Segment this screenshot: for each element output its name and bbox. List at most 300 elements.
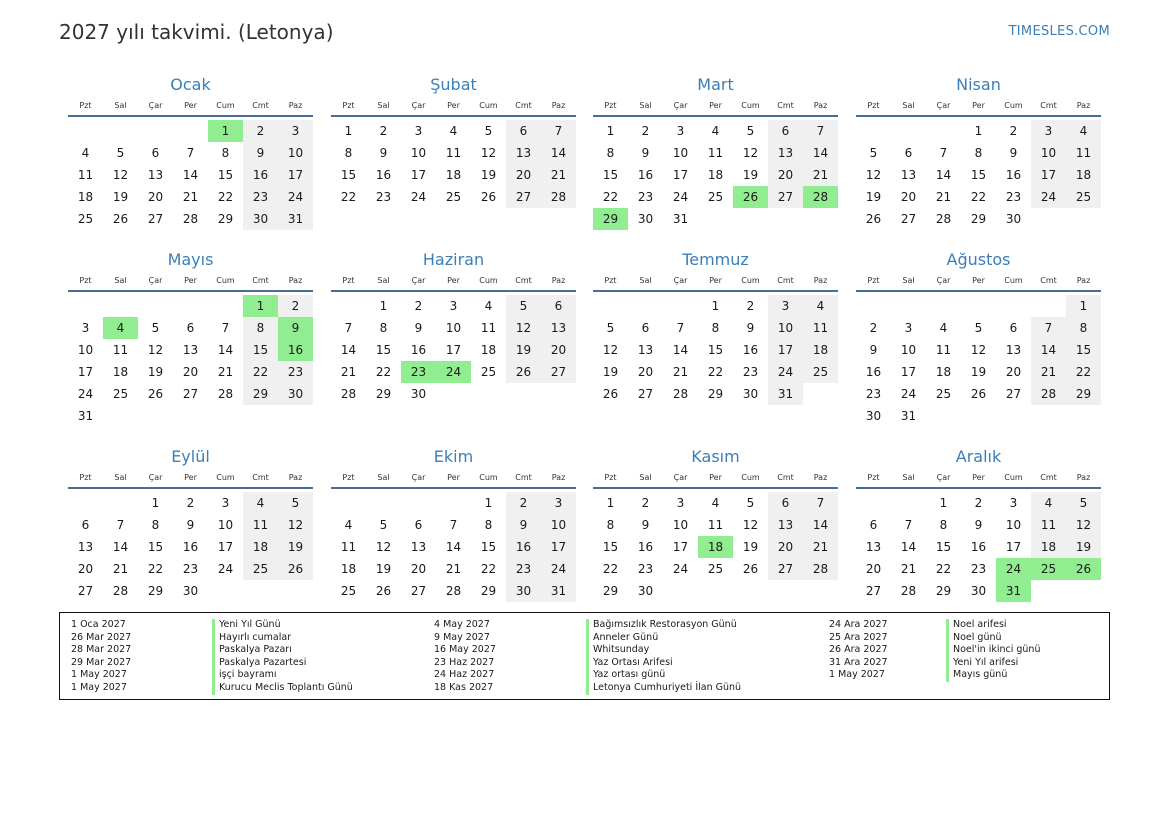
weekday-label: Pzt: [604, 276, 617, 285]
month-name: Ekim: [433, 447, 474, 466]
empty-cell: [138, 295, 173, 317]
holiday-day-cell: 18: [698, 536, 733, 558]
weekday-label: Per: [709, 276, 722, 285]
day-cell: 27: [768, 558, 803, 580]
day-cell: 6: [869, 518, 878, 532]
weekday-label: Paz: [288, 473, 303, 482]
day-cell: 27: [900, 212, 917, 226]
day-cell: 10: [541, 514, 576, 536]
weekday-label: Per: [447, 101, 460, 110]
day-cell: 21: [182, 190, 199, 204]
empty-cell: [208, 295, 243, 317]
day-cell: 3: [541, 492, 576, 514]
day-cell: 2: [506, 492, 541, 514]
weekday-header: [331, 273, 576, 292]
day-cell: 3: [1009, 496, 1018, 510]
weekday-header: [856, 98, 1101, 117]
day-cell: 18: [1031, 536, 1066, 558]
day-grid: [856, 120, 1101, 230]
weekday-label: Sal: [114, 473, 127, 482]
day-cell: 23: [278, 361, 313, 383]
day-cell: 8: [221, 146, 230, 160]
day-cell: 9: [746, 321, 755, 335]
legend-date: 1 May 2027: [829, 669, 885, 681]
day-cell: 14: [112, 540, 129, 554]
day-grid: [593, 120, 838, 230]
empty-cell: [891, 492, 926, 514]
legend-holiday-name: Noel'in ikinci günü: [946, 644, 1040, 657]
day-cell: 11: [803, 317, 838, 339]
weekday-label: Çar: [673, 473, 688, 482]
empty-cell: [593, 295, 628, 317]
day-cell: 30: [637, 212, 654, 226]
legend-date: 26 Ara 2027: [829, 644, 888, 656]
day-cell: 26: [865, 212, 882, 226]
day-cell: 22: [602, 190, 619, 204]
day-cell: 13: [900, 168, 917, 182]
weekday-label: Per: [447, 276, 460, 285]
day-cell: 21: [541, 164, 576, 186]
day-cell: 29: [602, 584, 619, 598]
day-cell: 21: [217, 365, 234, 379]
day-cell: 18: [445, 168, 462, 182]
day-cell: 12: [742, 518, 759, 532]
holiday-day-cell: 26: [733, 186, 768, 208]
day-cell: 8: [379, 321, 388, 335]
day-cell: 12: [742, 146, 759, 160]
day-cell: 24: [672, 190, 689, 204]
weekday-label: Cum: [741, 473, 760, 482]
day-cell: 13: [541, 317, 576, 339]
weekday-header: [68, 273, 313, 292]
empty-cell: [103, 120, 138, 142]
day-cell: 8: [939, 518, 948, 532]
empty-cell: [436, 492, 471, 514]
month-name: Mart: [697, 75, 734, 94]
day-cell: 11: [243, 514, 278, 536]
day-cell: 19: [147, 365, 164, 379]
day-cell: 25: [480, 365, 497, 379]
day-cell: 3: [768, 295, 803, 317]
day-cell: 21: [900, 562, 917, 576]
weekday-label: Per: [972, 473, 985, 482]
day-cell: 20: [900, 190, 917, 204]
month-name: Aralık: [955, 447, 1002, 466]
day-cell: 31: [278, 208, 313, 230]
day-cell: 21: [935, 190, 952, 204]
legend-date: 1 May 2027: [71, 681, 127, 693]
holiday-day-cell: 1: [243, 295, 278, 317]
day-cell: 15: [340, 168, 357, 182]
empty-cell: [173, 120, 208, 142]
legend-holiday-name: Yaz Ortası Arifesi: [586, 657, 741, 670]
month-5: [68, 247, 313, 427]
weekday-label: Per: [184, 101, 197, 110]
day-cell: 17: [77, 365, 94, 379]
day-cell: 27: [182, 387, 199, 401]
weekday-label: Pzt: [604, 473, 617, 482]
day-cell: 16: [865, 365, 882, 379]
day-cell: 23: [182, 562, 199, 576]
day-cell: 14: [217, 343, 234, 357]
day-cell: 11: [77, 168, 94, 182]
weekday-label: Sal: [377, 473, 390, 482]
weekday-label: Pzt: [867, 101, 880, 110]
day-cell: 4: [803, 295, 838, 317]
legend-date: 28 Mar 2027: [71, 644, 132, 656]
legend-holiday-name: Letonya Cumhuriyeti İlan Günü: [586, 682, 741, 695]
weekday-label: Cmt: [777, 101, 794, 110]
day-cell: 22: [243, 361, 278, 383]
day-cell: 2: [379, 124, 388, 138]
day-cell: 7: [939, 146, 948, 160]
day-cell: 9: [506, 514, 541, 536]
day-cell: 8: [484, 518, 493, 532]
month-name: Haziran: [422, 250, 485, 269]
legend-dates-col-2: [434, 619, 496, 695]
weekday-label: Çar: [411, 473, 426, 482]
weekday-label: Cum: [216, 101, 235, 110]
day-cell: 6: [186, 321, 195, 335]
day-cell: 19: [278, 536, 313, 558]
day-cell: 20: [865, 562, 882, 576]
day-cell: 31: [541, 580, 576, 602]
day-cell: 28: [445, 584, 462, 598]
legend-holiday-name: Bağımsızlık Restorasyon Günü: [586, 619, 741, 632]
day-cell: 15: [707, 343, 724, 357]
day-cell: 17: [900, 365, 917, 379]
weekday-label: Pzt: [79, 101, 92, 110]
day-cell: 29: [147, 584, 164, 598]
day-cell: 19: [602, 365, 619, 379]
month-9: [68, 444, 313, 602]
day-cell: 27: [637, 387, 654, 401]
day-cell: 15: [970, 168, 987, 182]
month-7: [593, 247, 838, 405]
day-cell: 17: [1031, 164, 1066, 186]
day-cell: 2: [278, 295, 313, 317]
site-link[interactable]: TIMESLES.COM: [1008, 24, 1110, 39]
day-cell: 12: [480, 146, 497, 160]
day-cell: 2: [641, 124, 650, 138]
holiday-day-cell: 23: [401, 361, 436, 383]
weekday-label: Çar: [148, 473, 163, 482]
day-cell: 19: [742, 168, 759, 182]
day-cell: 8: [606, 146, 615, 160]
day-cell: 23: [506, 558, 541, 580]
day-cell: 17: [445, 343, 462, 357]
day-cell: 8: [1066, 317, 1101, 339]
day-cell: 5: [746, 496, 755, 510]
day-cell: 22: [707, 365, 724, 379]
day-cell: 22: [147, 562, 164, 576]
day-cell: 21: [1031, 361, 1066, 383]
day-cell: 8: [151, 518, 160, 532]
day-cell: 11: [445, 146, 462, 160]
day-cell: 9: [974, 518, 983, 532]
day-cell: 24: [768, 361, 803, 383]
empty-cell: [103, 492, 138, 514]
weekday-label: Cmt: [515, 276, 532, 285]
day-cell: 1: [484, 496, 493, 510]
legend-names-col-2: [586, 619, 741, 695]
day-cell: 10: [445, 321, 462, 335]
weekday-label: Cmt: [515, 101, 532, 110]
day-cell: 14: [672, 343, 689, 357]
day-cell: 2: [243, 120, 278, 142]
month-name: Şubat: [430, 75, 477, 94]
day-cell: 2: [869, 321, 878, 335]
day-cell: 29: [243, 383, 278, 405]
day-cell: 6: [768, 492, 803, 514]
day-cell: 11: [112, 343, 129, 357]
day-cell: 3: [414, 124, 423, 138]
day-cell: 14: [1031, 339, 1066, 361]
day-cell: 26: [375, 584, 392, 598]
day-cell: 2: [641, 496, 650, 510]
legend-date: 24 Ara 2027: [829, 619, 888, 630]
day-cell: 9: [186, 518, 195, 532]
day-cell: 14: [900, 540, 917, 554]
weekday-label: Çar: [936, 276, 951, 285]
day-cell: 11: [1066, 142, 1101, 164]
month-8: [856, 247, 1101, 427]
day-cell: 8: [606, 518, 615, 532]
day-cell: 11: [340, 540, 357, 554]
day-cell: 22: [935, 562, 952, 576]
holiday-legend: [59, 612, 1110, 700]
holiday-day-cell: 16: [278, 339, 313, 361]
day-cell: 6: [541, 295, 576, 317]
legend-date: 1 Oca 2027: [71, 619, 126, 630]
empty-cell: [138, 120, 173, 142]
weekday-label: Sal: [639, 473, 652, 482]
day-cell: 23: [742, 365, 759, 379]
day-cell: 7: [344, 321, 353, 335]
day-cell: 26: [147, 387, 164, 401]
weekday-label: Pzt: [342, 473, 355, 482]
empty-cell: [891, 120, 926, 142]
day-cell: 29: [970, 212, 987, 226]
legend-holiday-name: Whitsunday: [586, 644, 741, 657]
day-grid: [68, 295, 313, 427]
day-cell: 3: [676, 496, 685, 510]
weekday-label: Çar: [411, 276, 426, 285]
day-cell: 4: [344, 518, 353, 532]
day-cell: 7: [1031, 317, 1066, 339]
day-cell: 30: [243, 208, 278, 230]
weekday-label: Cmt: [777, 473, 794, 482]
weekday-header: [856, 273, 1101, 292]
weekday-label: Per: [972, 276, 985, 285]
day-cell: 11: [707, 518, 724, 532]
day-cell: 20: [147, 190, 164, 204]
legend-date: 29 Mar 2027: [71, 656, 132, 668]
day-cell: 30: [506, 580, 541, 602]
empty-cell: [1031, 295, 1066, 317]
day-grid: [856, 295, 1101, 427]
day-cell: 20: [768, 536, 803, 558]
day-cell: 25: [112, 387, 129, 401]
empty-cell: [926, 295, 961, 317]
day-cell: 28: [803, 558, 838, 580]
day-cell: 22: [970, 190, 987, 204]
day-cell: 15: [147, 540, 164, 554]
weekday-label: Per: [709, 473, 722, 482]
day-cell: 13: [768, 142, 803, 164]
empty-cell: [68, 120, 103, 142]
weekday-label: Çar: [936, 101, 951, 110]
day-cell: 27: [541, 361, 576, 383]
day-cell: 12: [602, 343, 619, 357]
day-cell: 20: [768, 164, 803, 186]
day-cell: 4: [1066, 120, 1101, 142]
day-cell: 11: [707, 146, 724, 160]
legend-names-col-3: [946, 619, 1040, 682]
weekday-label: Paz: [1076, 101, 1091, 110]
day-cell: 7: [221, 321, 230, 335]
day-cell: 17: [1005, 540, 1022, 554]
weekday-label: Pzt: [79, 473, 92, 482]
weekday-label: Cmt: [1040, 101, 1057, 110]
legend-holiday-name: işçi bayramı: [212, 669, 353, 682]
day-cell: 6: [904, 146, 913, 160]
holiday-day-cell: 24: [436, 361, 471, 383]
day-cell: 2: [186, 496, 195, 510]
day-cell: 22: [480, 562, 497, 576]
day-grid: [331, 295, 576, 405]
day-cell: 17: [672, 540, 689, 554]
holiday-day-cell: 31: [996, 580, 1031, 602]
day-cell: 31: [672, 212, 689, 226]
day-cell: 26: [480, 190, 497, 204]
day-cell: 7: [116, 518, 125, 532]
day-cell: 20: [541, 339, 576, 361]
day-cell: 7: [676, 321, 685, 335]
month-11: [593, 444, 838, 602]
day-cell: 23: [1005, 190, 1022, 204]
legend-holiday-name: Noel arifesi: [946, 619, 1040, 632]
day-cell: 10: [217, 518, 234, 532]
day-cell: 5: [116, 146, 125, 160]
day-cell: 17: [217, 540, 234, 554]
holiday-day-cell: 28: [803, 186, 838, 208]
day-cell: 29: [707, 387, 724, 401]
day-cell: 1: [974, 124, 983, 138]
holiday-day-cell: 29: [593, 208, 628, 230]
empty-cell: [961, 295, 996, 317]
empty-cell: [103, 295, 138, 317]
day-cell: 19: [112, 190, 129, 204]
month-name: Nisan: [956, 75, 1001, 94]
day-cell: 14: [803, 514, 838, 536]
legend-date: 4 May 2027: [434, 619, 490, 630]
day-cell: 18: [112, 365, 129, 379]
day-cell: 21: [445, 562, 462, 576]
day-cell: 20: [637, 365, 654, 379]
empty-cell: [996, 295, 1031, 317]
weekday-label: Çar: [148, 276, 163, 285]
legend-holiday-name: Yeni Yıl arifesi: [946, 657, 1040, 670]
day-cell: 29: [1066, 383, 1101, 405]
legend-date: 31 Ara 2027: [829, 656, 888, 668]
day-cell: 30: [970, 584, 987, 598]
day-cell: 5: [506, 295, 541, 317]
weekday-label: Cmt: [777, 276, 794, 285]
weekday-label: Paz: [1076, 473, 1091, 482]
day-cell: 12: [1066, 514, 1101, 536]
day-cell: 7: [541, 120, 576, 142]
day-cell: 10: [672, 518, 689, 532]
weekday-label: Cmt: [252, 276, 269, 285]
legend-date: 9 May 2027: [434, 631, 490, 643]
weekday-label: Per: [447, 473, 460, 482]
day-cell: 13: [182, 343, 199, 357]
legend-date: 26 Mar 2027: [71, 631, 132, 643]
day-grid: [68, 120, 313, 230]
holiday-day-cell: 24: [996, 558, 1031, 580]
weekday-label: Çar: [148, 101, 163, 110]
day-cell: 18: [77, 190, 94, 204]
day-cell: 6: [414, 518, 423, 532]
day-cell: 10: [672, 146, 689, 160]
empty-cell: [891, 295, 926, 317]
day-cell: 23: [970, 562, 987, 576]
legend-date: 1 May 2027: [71, 669, 127, 681]
legend-holiday-name: Anneler Günü: [586, 632, 741, 645]
day-cell: 19: [865, 190, 882, 204]
day-cell: 15: [602, 540, 619, 554]
day-grid: [593, 492, 838, 602]
page-title: 2027 yılı takvimi. (Letonya): [59, 20, 334, 44]
day-cell: 3: [1031, 120, 1066, 142]
day-cell: 19: [506, 339, 541, 361]
legend-date: 16 May 2027: [434, 644, 496, 656]
day-cell: 18: [707, 168, 724, 182]
weekday-label: Cum: [479, 276, 498, 285]
day-cell: 10: [77, 343, 94, 357]
weekday-label: Sal: [902, 101, 915, 110]
weekday-label: Pzt: [342, 101, 355, 110]
day-cell: 8: [344, 146, 353, 160]
day-cell: 9: [1009, 146, 1018, 160]
day-cell: 30: [865, 409, 882, 423]
day-cell: 27: [865, 584, 882, 598]
day-cell: 25: [707, 562, 724, 576]
weekday-label: Sal: [114, 101, 127, 110]
day-cell: 16: [410, 343, 427, 357]
day-cell: 6: [768, 120, 803, 142]
empty-cell: [68, 492, 103, 514]
day-cell: 8: [711, 321, 720, 335]
day-cell: 4: [939, 321, 948, 335]
day-cell: 20: [77, 562, 94, 576]
day-cell: 9: [641, 146, 650, 160]
weekday-label: Paz: [288, 276, 303, 285]
weekday-header: [68, 98, 313, 117]
legend-holiday-name: Noel günü: [946, 632, 1040, 645]
day-cell: 25: [1066, 186, 1101, 208]
day-cell: 11: [480, 321, 497, 335]
day-cell: 17: [768, 339, 803, 361]
weekday-label: Per: [709, 101, 722, 110]
day-cell: 27: [1005, 387, 1022, 401]
empty-cell: [366, 492, 401, 514]
day-cell: 26: [970, 387, 987, 401]
weekday-label: Per: [972, 101, 985, 110]
month-3: [593, 72, 838, 230]
empty-cell: [856, 295, 891, 317]
